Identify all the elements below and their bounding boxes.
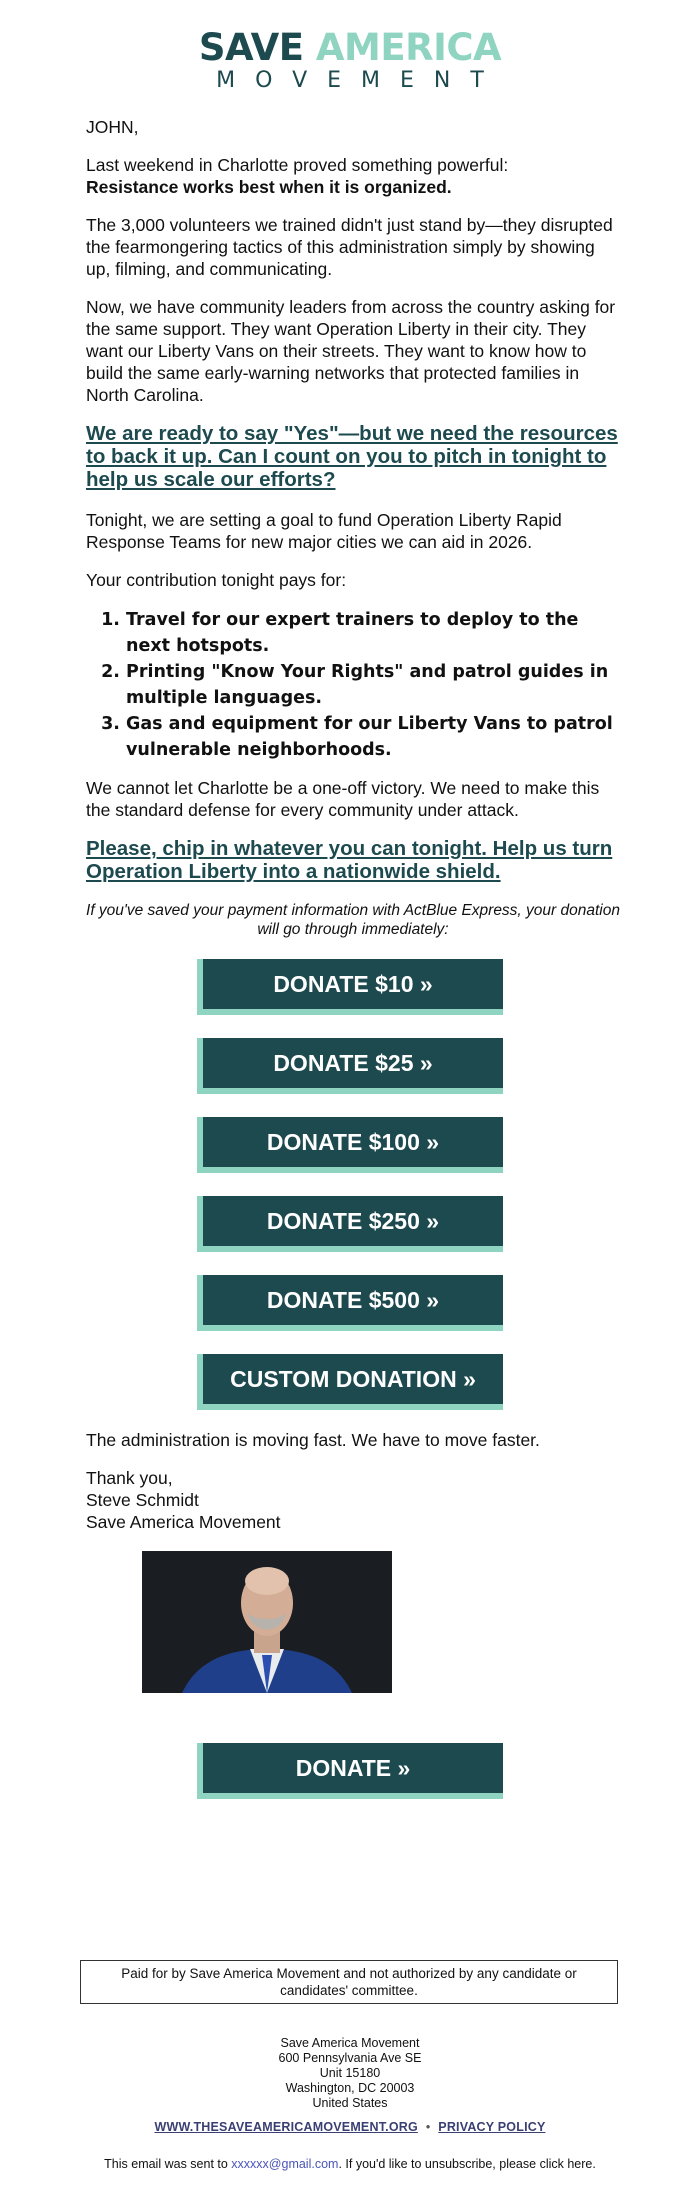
paragraph-move-faster: The administration is moving fast. We have to move faster. [86,1430,540,1450]
donate-10-button[interactable]: DONATE $10 » [197,959,503,1015]
footer-links [0,2120,700,2134]
logo-word-america: AMERICA [315,26,502,69]
logo-wordmark [0,28,700,68]
address-line: 600 Pennsylvania Ave SE [278,2051,422,2065]
cta-link-chip-in[interactable]: Please, chip in whatever you can tonight. Help us turn Operation Liberty into a nationwide shield. [86,837,613,883]
paragraph-goal: Tonight, we are setting a goal to fund Operation Liberty Rapid Response Teams for new major cities we can aid in 2026. [86,510,562,552]
logo [0,28,700,94]
donate-250-button[interactable]: DONATE $250 » [197,1196,503,1252]
link-separator: • [425,2120,431,2134]
address-line: United States [312,2096,388,2110]
paragraph-charlotte-bold: Resistance works best when it is organized. [86,177,452,197]
list-item: 1. Travel for our expert trainers to deploy to the next hotspots. [126,607,620,659]
mailing-address [0,2036,700,2111]
signoff-thanks: Thank you, [86,1468,173,1488]
cta-link-scale[interactable]: We are ready to say "Yes"—but we need the resources to back it up. Can I count on you to pitch in tonight to help us scale our efforts? [86,422,618,491]
donate-button[interactable]: DONATE » [197,1743,503,1799]
address-line: Unit 15180 [319,2066,381,2080]
unsubscribe-prefix: This email was sent to [104,2157,232,2171]
unsubscribe-link[interactable]: . If you'd like to unsubscribe, please click here. [338,2157,596,2171]
signoff-name: Steve Schmidt [86,1490,199,1510]
signoff-org: Save America Movement [86,1512,281,1532]
list-item: 3. Gas and equipment for our Liberty Vans to patrol vulnerable neighborhoods. [126,711,620,763]
contribution-list [86,607,620,763]
paragraph-contribution: Your contribution tonight pays for: [86,570,347,590]
donate-bottom-wrap [0,1743,700,1799]
donate-100-button[interactable]: DONATE $100 » [197,1117,503,1173]
signoff [86,1467,620,1533]
donate-25-button[interactable]: DONATE $25 » [197,1038,503,1094]
paragraph-one-off: We cannot let Charlotte be a one-off victory. We need to make this the standard defense for every community under attack. [86,778,600,820]
donate-buttons [0,959,700,1410]
paid-for-disclaimer: Paid for by Save America Movement and not authorized by any candidate or candidates' committee. [80,1960,618,2004]
recipient-email: xxxxxx@gmail.com [231,2157,339,2171]
website-link[interactable]: WWW.THESAVEAMERICAMOVEMENT.ORG [154,2120,418,2134]
paragraph-volunteers: The 3,000 volunteers we trained didn't just stand by—they disrupted the fearmongering tactics of this administration simply by showing up, filming, and communicating. [86,215,613,279]
address-line: Washington, DC 20003 [285,2081,415,2095]
actblue-note: If you've saved your payment information with ActBlue Express, your donation will go through immediately: [86,902,620,938]
list-item: 2. Printing "Know Your Rights" and patrol guides in multiple languages. [126,659,620,711]
unsubscribe-notice [0,2157,700,2171]
paragraph-charlotte-text: Last weekend in Charlotte proved something powerful: [86,155,509,175]
paragraph-charlotte [86,154,620,198]
donate-500-button[interactable]: DONATE $500 » [197,1275,503,1331]
address-line: Save America Movement [280,2036,420,2050]
custom-donation-button[interactable]: CUSTOM DONATION » [197,1354,503,1410]
logo-word-movement: MOVEMENT [216,68,504,93]
paragraph-community-leaders: Now, we have community leaders from across the country asking for the same support. They want Operation Liberty in their city. They want our Liberty Vans on their streets. They want to know how to build the same early-warning networks that protected families in North Carolina. [86,297,616,405]
portrait-illustration [142,1551,392,1693]
email-body [86,116,620,1822]
privacy-policy-link[interactable]: PRIVACY POLICY [438,2120,546,2134]
greeting: JOHN, [86,117,139,137]
logo-word-save: SAVE [198,26,304,69]
signer-photo [142,1551,392,1693]
